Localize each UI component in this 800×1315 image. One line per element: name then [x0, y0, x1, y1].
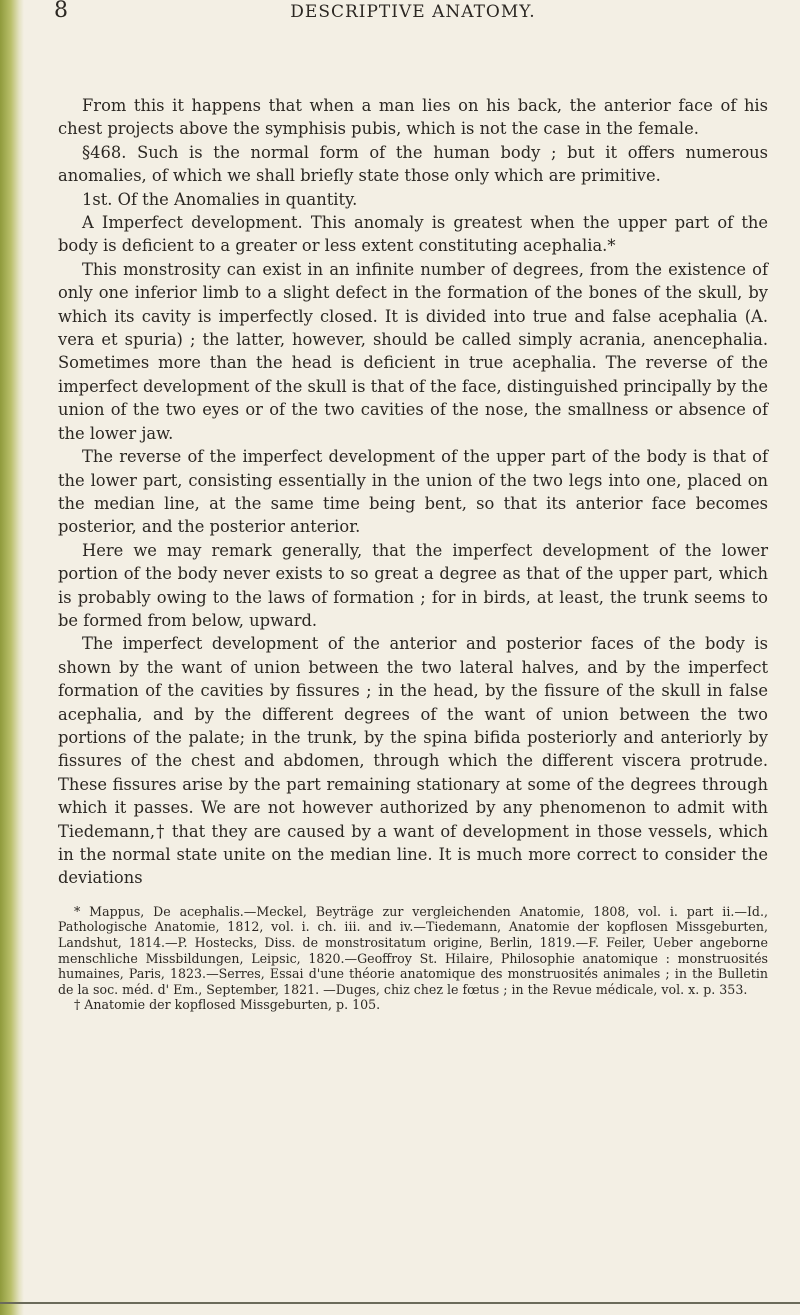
paragraph: A Imperfect development. This anomaly is greatest when the upper part of the body is deficient to a greater or less extent constituting acephalia.* — [58, 213, 768, 256]
paragraph: The reverse of the imperfect development of the upper part of the body is that of the lower part, consisting essentially in the union of the two legs into one, placed on the median line, at the same time being bent, so that its anterior face becomes posterior, and the posterior anterior. — [58, 447, 768, 537]
book-binding-edge — [0, 0, 24, 1315]
book-page — [54, 0, 768, 1013]
footnote: † Anatomie der kopflosed Missgeburten, p. 105. — [74, 997, 381, 1013]
section-heading: 1st. Of the Anomalies in quantity. — [82, 189, 358, 209]
paragraph: §468. Such is the normal form of the human body ; but it offers numerous anomalies, of which we shall briefly state those only which are primitive. — [58, 142, 768, 186]
page-number: 8 — [54, 0, 68, 23]
running-title: DESCRIPTIVE ANATOMY. — [290, 2, 536, 22]
footnote: * Mappus, De acephalis.—Meckel, Beyträge zur vergleichenden Anatomie, 1808, vol. i. part ii.—Id., Pathologische Anatomie, 1812, vol. i. ch. iii. and iv.—Tiedemann, Anatomie der kopflosen Missgeburten, Landshut, 1814.—P. Hostecks, Diss. de monstrositatum origine, Berlin, 1819.—F. Feiler, Ueber angeborne menschliche Missbildungen, Leipsic, 1820.—Geoffroy St. Hilaire, Philosophie anatomique : monstruosités humaines, Paris, 1823.—Serres, Essai d'une théorie anatomique des monstruosités animales ; in the Bulletin de la soc. méd. d' Em., September, 1821. —Duges, chiz chez le fœtus ; in the Revue médicale, vol. x. p. 353. — [58, 903, 768, 997]
body-text — [58, 94, 768, 890]
footnotes — [58, 904, 768, 1013]
paragraph: This monstrosity can exist in an infinite number of degrees, from the existence of only one inferior limb to a slight defect in the formation of the bones of the skull, by which its cavity is imperfectly closed. It is divided into true and false acephalia (A. vera et spuria) ; the latter, however, should be called simply acrania, anencephalia. Sometimes more than the head is deficient in true acephalia. The reverse of the imperfect development of the skull is that of the face, distinguished principally by the union of the two eyes or of the two cavities of the nose, the smallness or absence of the lower jaw. — [58, 259, 768, 443]
page-bottom-edge — [0, 1302, 800, 1304]
paragraph: From this it happens that when a man lies on his back, the anterior face of his chest projects above the symphisis pubis, which is not the case in the female. — [58, 96, 768, 139]
page-header — [54, 0, 768, 94]
paragraph: The imperfect development of the anterior and posterior faces of the body is shown by the want of union between the two lateral halves, and by the imperfect formation of the cavities by fissures ; in the head, by the fissure of the skull in false acephalia, and by the different degrees of the want of union between the two portions of the palate; in the trunk, by the spina bifida posteriorly and anteriorly by fissures of the chest and abdomen, through which the different viscera protrude. These fissures arise by the part remaining stationary at some of the degrees through which it passes. We are not however authorized by any phenomenon to admit with Tiedemann,† that they are caused by a want of development in those vessels, which in the normal state unite on the median line. It is much more correct to consider the deviations — [58, 634, 768, 888]
paragraph: Here we may remark generally, that the imperfect development of the lower portion of the body never exists to so great a degree as that of the upper part, which is probably owing to the laws of formation ; for in birds, at least, the trunk seems to be formed from below, upward. — [58, 540, 768, 630]
